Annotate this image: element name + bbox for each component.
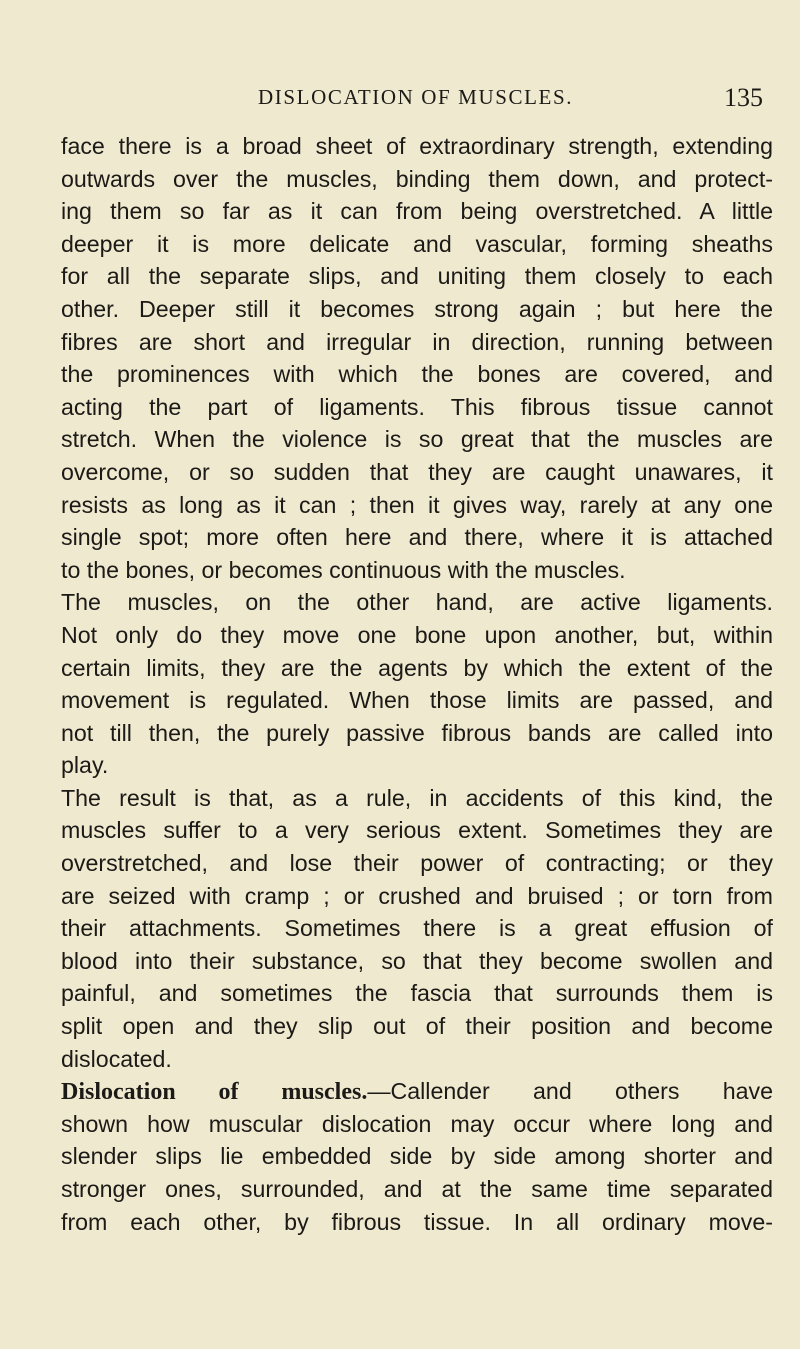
text-line: stronger ones, surrounded, and at the same time separated: [61, 1176, 773, 1202]
text-line: blood into their substance, so that they become swollen and: [61, 947, 773, 974]
text-line: Not only do they move one bone upon another, but, within: [61, 621, 773, 648]
text-line: play.: [61, 752, 109, 779]
text-line: muscles suffer to a very serious extent. Sometimes they are: [61, 817, 773, 844]
text-line: acting the part of ligaments. This fibrous tissue cannot: [61, 393, 773, 420]
text-line: fibres are short and irregular in direction, running between: [61, 328, 773, 355]
text-line: dislocated.: [61, 1045, 172, 1072]
text-line: from each other, by fibrous tissue. In all ordinary move-: [61, 1208, 773, 1235]
text-line: The muscles, on the other hand, are active ligaments.: [61, 589, 773, 616]
running-title: DISLOCATION OF MUSCLES.: [258, 85, 574, 109]
text-line: overcome, or so sudden that they are caught unawares, it: [61, 458, 773, 485]
running-head: [0, 85, 800, 115]
text-line: shown how muscular dislocation may occur where long and: [61, 1110, 773, 1137]
text-line: deeper it is more delicate and vascular, forming sheaths: [61, 230, 773, 257]
text-line: split open and they slip out of their position and become: [61, 1013, 773, 1040]
text-line: resists as long as it can ; then it gives way, rarely at any one: [61, 491, 773, 518]
text-line: outwards over the muscles, binding them down, and protect-: [61, 165, 773, 192]
text-line: slender slips lie embedded side by side among shorter and: [61, 1143, 773, 1170]
text-line: certain limits, they are the agents by which the extent of the: [61, 654, 773, 681]
text-line: other. Deeper still it becomes strong again ; but here the: [61, 295, 773, 322]
text-line: for all the separate slips, and uniting them closely to each: [61, 263, 773, 290]
section-line-text: —Callender and others have: [367, 1078, 773, 1105]
page-number: 135: [724, 83, 763, 112]
text-line: face there is a broad sheet of extraordinary strength, extending: [61, 133, 773, 159]
text-line: movement is regulated. When those limits are passed, and: [61, 687, 773, 714]
text-line: The result is that, as a rule, in accidents of this kind, the: [61, 784, 773, 811]
text-line: overstretched, and lose their power of contracting; or they: [61, 850, 773, 877]
section-heading: Dislocation of muscles.: [61, 1079, 368, 1106]
text-line: stretch. When the violence is so great that the muscles are: [61, 426, 773, 453]
section-first-line: [61, 1075, 773, 1108]
text-line: to the bones, or becomes continuous with the muscles.: [61, 556, 626, 583]
text-line: are seized with cramp ; or crushed and bruised ; or torn from: [61, 882, 773, 909]
text-line: single spot; more often here and there, where it is attached: [61, 524, 773, 551]
text-line: their attachments. Sometimes there is a great effusion of: [61, 915, 773, 942]
text-line: ing them so far as it can from being overstretched. A little: [61, 198, 773, 225]
text-line: painful, and sometimes the fascia that surrounds them is: [61, 980, 773, 1007]
text-line: not till then, the purely passive fibrous bands are called into: [61, 719, 773, 746]
text-line: the prominences with which the bones are covered, and: [61, 361, 773, 388]
body-text: [61, 130, 773, 1238]
